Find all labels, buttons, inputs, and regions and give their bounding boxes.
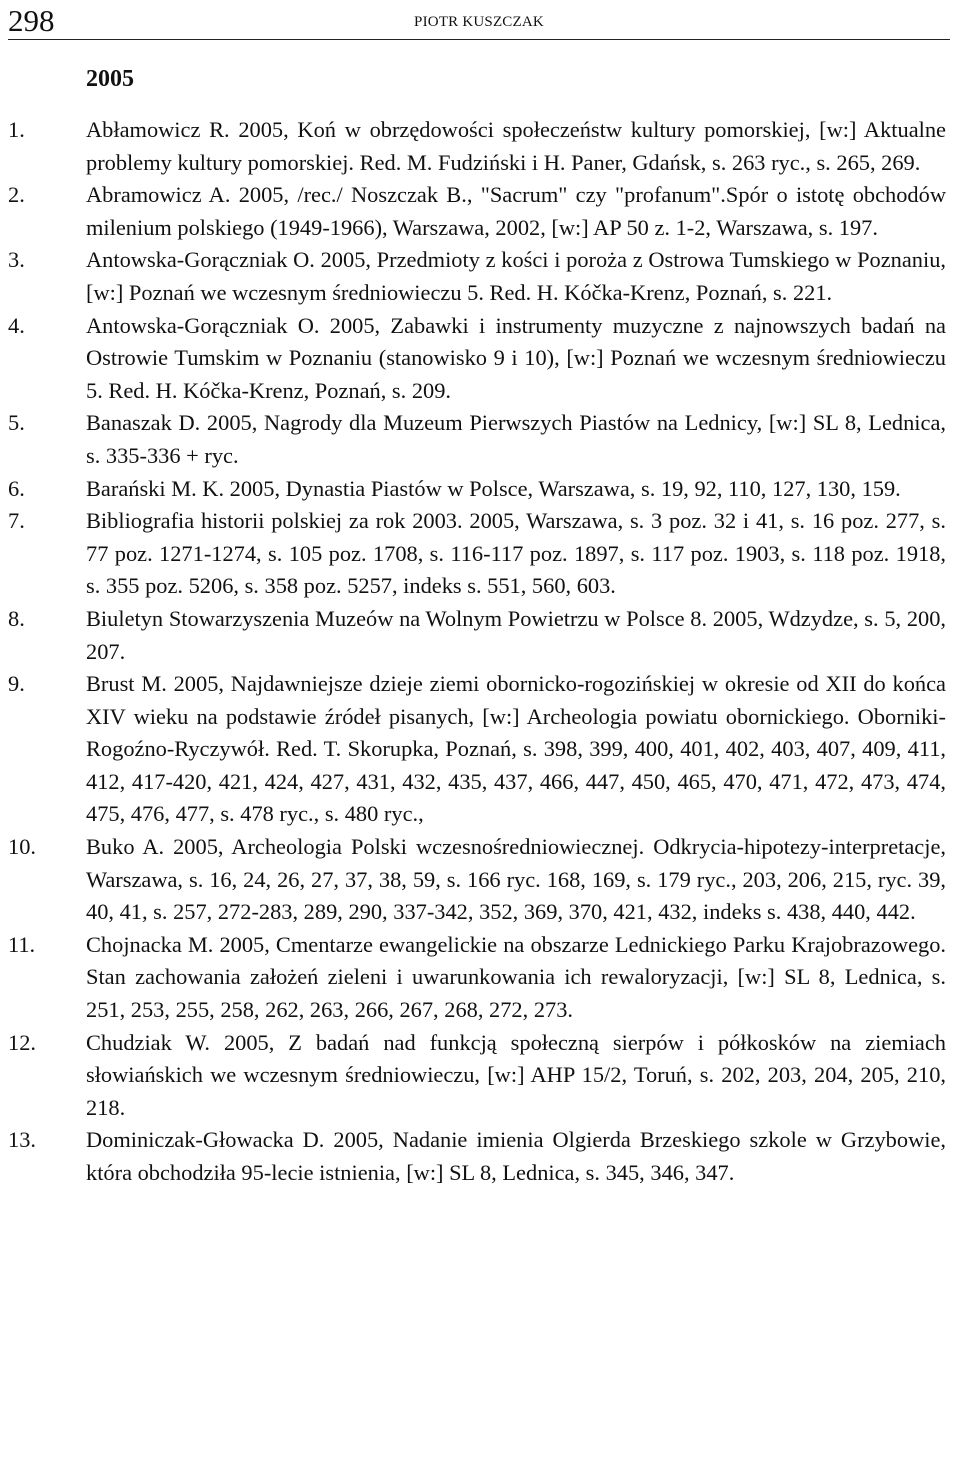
bibliography-entry: [0, 668, 960, 831]
entry-text: Barański M. K. 2005, Dynastia Piastów w Polsce, Warszawa, s. 19, 92, 110, 127, 130, 159.: [86, 475, 901, 501]
page-number: 298: [8, 3, 55, 38]
header-rule: [8, 39, 950, 40]
bibliography-entry: [0, 179, 960, 244]
entry-number: 9.: [8, 671, 25, 697]
bibliography-entry: [0, 310, 960, 408]
bibliography-entry: [0, 929, 960, 1027]
entry-text: Abramowicz A. 2005, /rec./ Noszczak B., "Sacrum" czy "profanum".Spór o istotę obchodów milenium polskiego (1949-1966), Warszawa, 2002, [w:] AP 50 z. 1-2, Warszawa, s. 197.: [86, 182, 946, 240]
bibliography-entry: [0, 1027, 960, 1125]
bibliography-entry: [0, 831, 960, 929]
entry-text: Biuletyn Stowarzyszenia Muzeów na Wolnym Powietrzu w Polsce 8. 2005, Wdzydze, s. 5, 200, 207.: [86, 605, 946, 664]
bibliography-entry: [0, 473, 960, 506]
entry-text: Antowska-Gorączniak O. 2005, Zabawki i instrumenty muzyczne z najnowszych badań na Ostrowie Tumskim w Poznaniu (stanowisko 9 i 10), [w:] Poznań we wczesnym średniowieczu 5. Red. H. Kóčka-Krenz, Poznań, s. 209.: [86, 312, 946, 403]
entry-text: Banaszak D. 2005, Nagrody dla Muzeum Pierwszych Piastów na Lednicy, [w:] SL 8, Lednica, s. 335-336 + ryc.: [86, 410, 946, 468]
entry-number: 4.: [8, 312, 25, 338]
entry-text: Brust M. 2005, Najdawniejsze dzieje ziemi obornicko-rogozińskiej w okresie od XII do końca XIV wieku na podstawie źródeł pisanych, [w:] Archeologia powiatu obornickiego. Oborniki-Rogoźno-Ryczywół. Red. T. Skorupka, Poznań, s. 398, 399, 400, 401, 402, 403, 407, 409, 411, 412, 417-420, 421, 424, 427, 431, 432, 435, 437, 466, 447, 450, 465, 470, 471, 472, 473, 474, 475, 476, 477, s. 478 ryc., s. 480 ryc.,: [86, 671, 946, 827]
entry-number: 1.: [8, 117, 25, 142]
bibliography-entry: [0, 407, 960, 472]
entry-number: 12.: [8, 1029, 36, 1055]
bibliography-entry: [0, 114, 960, 179]
entry-number: 3.: [8, 247, 25, 273]
entry-number: 11.: [8, 931, 36, 957]
entry-number: 7.: [8, 508, 25, 534]
bibliography-entry: [0, 244, 960, 309]
entry-text: Chojnacka M. 2005, Cmentarze ewangelickie na obszarze Lednickiego Parku Krajobrazowego. Stan zachowania założeń zieleni i uwarunkowania ich rewaloryzacji, [w:] SL 8, Lednica, s. 251, 253, 255, 258, 262, 263, 266, 267, 268, 272, 273.: [86, 931, 946, 1023]
bibliography-entry: [0, 1124, 960, 1189]
entry-number: 10.: [8, 834, 36, 860]
entry-text: Chudziak W. 2005, Z badań nad funkcją społeczną sierpów i półkosków na ziemiach słowiańskich we wczesnym średniowieczu, [w:] AHP 15/2, Toruń, s. 202, 203, 204, 205, 210, 218.: [86, 1029, 946, 1120]
entry-text: Antowska-Gorączniak O. 2005, Przedmioty z kości i poroża z Ostrowa Tumskiego w Poznaniu, [w:] Poznań we wczesnym średniowieczu 5. Red. H. Kóčka-Krenz, Poznań, s. 221.: [86, 247, 946, 305]
bibliography-entry: [0, 505, 960, 603]
entry-text: Bibliografia historii polskiej za rok 2003. 2005, Warszawa, s. 3 poz. 32 i 41, s. 16 poz. 277, s. 77 poz. 1271-1274, s. 105 poz. 1708, s. 116-117 poz. 1897, s. 117 poz. 1903, s. 118 poz. 1918, s. 355 poz. 5206, s. 358 poz. 5257, indeks s. 551, 560, 603.: [86, 508, 946, 599]
entry-number: 8.: [8, 605, 25, 631]
bibliography-entry: [0, 603, 960, 668]
entry-text: Dominiczak-Głowacka D. 2005, Nadanie imienia Olgierda Brzeskiego szkole w Grzybowie, która obchodziła 95-lecie istnienia, [w:] SL 8, Lednica, s. 345, 346, 347.: [86, 1127, 946, 1185]
entry-number: 2.: [8, 182, 25, 208]
running-author: PIOTR KUSZCZAK: [414, 14, 544, 30]
year-heading: 2005: [86, 66, 134, 92]
running-header: [8, 2, 950, 42]
entry-number: 6.: [8, 475, 25, 501]
bibliography-list: [0, 114, 960, 1190]
entry-text: Buko A. 2005, Archeologia Polski wczesnośredniowiecznej. Odkrycia-hipotezy-interpretacje, Warszawa, s. 16, 24, 26, 27, 37, 38, 59, s. 166 ryc. 168, 169, s. 179 ryc., 203, 206, 215, ryc. 39, 40, 41, s. 257, 272-283, 289, 290, 337-342, 352, 369, 370, 421, 432, indeks s. 438, 440, 442.: [86, 834, 946, 925]
entry-number: 5.: [8, 410, 25, 436]
entry-number: 13.: [8, 1127, 36, 1153]
entry-text: Abłamowicz R. 2005, Koń w obrzędowości społeczeństw kultury pomorskiej, [w:] Aktualne problemy kultury pomorskiej. Red. M. Fudziński i H. Paner, Gdańsk, s. 263 ryc., s. 265, 269.: [86, 117, 946, 175]
